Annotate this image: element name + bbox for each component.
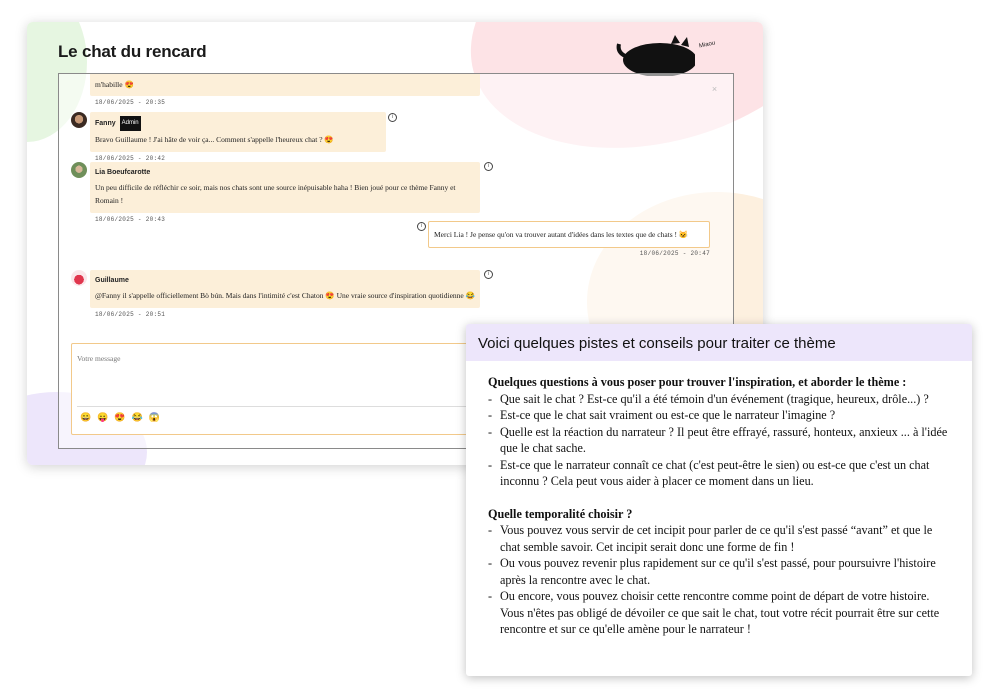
list-item: - Ou encore, vous pouvez choisir cette rencontre comme point de départ de votre histoire. Vous n'êtes pas obligé de dévoiler ce que sait le chat, tout votre récit pourrait être sur cette rencontre et sur ce qu'elle amène pour le narrateur ! xyxy=(488,588,950,638)
message-text: m'habille 😍 xyxy=(95,80,134,89)
admin-badge: Admin xyxy=(120,116,141,131)
message-author: Lia Boeufcarotte xyxy=(95,169,151,176)
message-text: Un peu difficile de réfléchir ce soir, mais nos chats sont une source inépuisable haha ! Bien joué pour ce thème Fanny et Romain ! xyxy=(95,183,456,205)
close-icon[interactable]: × xyxy=(711,84,718,94)
message-item xyxy=(428,221,710,257)
tips-body xyxy=(466,361,972,638)
cat-logo-icon xyxy=(615,34,695,76)
message-bubble xyxy=(90,112,386,152)
message-item xyxy=(90,162,480,223)
message-input-placeholder[interactable]: Votre message xyxy=(77,354,121,363)
tips-panel xyxy=(466,324,972,676)
page-title: Le chat du rencard xyxy=(58,42,207,61)
message-bubble xyxy=(90,270,480,308)
message-timestamp: 18/06/2025 - 20:35 xyxy=(95,99,166,106)
list-item: - Quelle est la réaction du narrateur ? Il peut être effrayé, rassuré, honteux, anxieux ... à l'idée que le chat sache. xyxy=(488,424,950,457)
message-author: Guillaume xyxy=(95,277,129,284)
message-bubble xyxy=(90,73,480,96)
message-text: Bravo Guillaume ! J'ai hâte de voir ça... Comment s'appelle l'heureux chat ? 😍 xyxy=(95,135,334,144)
list-item: - Que sait le chat ? Est-ce qu'il a été témoin d'un événement (tragique, heureux, drôle...) ? xyxy=(488,391,950,408)
list-item: - Vous pouvez vous servir de cet incipit pour parler de ce qu'il s'est passé “avant” et que le chat semble savoir. Cet incipit serait donc une forme de fin ! xyxy=(488,522,950,555)
tips-section2-title: Quelle temporalité choisir ? xyxy=(488,506,633,521)
logo-miaou-text: Miaou xyxy=(698,40,716,50)
tips-section2-list xyxy=(488,522,950,638)
message-timestamp: 18/06/2025 - 20:47 xyxy=(639,250,710,257)
message-bubble xyxy=(428,221,710,248)
message-timestamp: 18/06/2025 - 20:42 xyxy=(95,155,166,162)
message-author: Fanny xyxy=(95,120,116,128)
message-timestamp: 18/06/2025 - 20:51 xyxy=(95,311,166,318)
message-item xyxy=(90,112,386,162)
info-icon[interactable]: i xyxy=(388,113,397,122)
avatar-lia xyxy=(71,162,87,178)
avatar-fanny xyxy=(71,112,87,128)
tips-section1-title: Quelques questions à vous poser pour trouver l'inspiration, et aborder le thème : xyxy=(488,375,907,389)
info-icon[interactable]: i xyxy=(417,222,426,231)
info-icon[interactable]: i xyxy=(484,270,493,279)
message-text: Merci Lia ! Je pense qu'on va trouver autant d'idées dans les textes que de chats ! 😺 xyxy=(434,230,689,239)
tips-section1-list xyxy=(488,391,950,490)
message-item xyxy=(90,270,480,318)
message-item xyxy=(90,73,480,106)
list-item: - Est-ce que le chat sait vraiment ou est-ce que le narrateur l'imagine ? xyxy=(488,407,950,424)
avatar-guillaume xyxy=(71,270,87,286)
message-text: @Fanny il s'appelle officiellement Bò bún. Mais dans l'intimité c'est Chaton 😍 Une vraie source d'inspiration quotidienne 😂 xyxy=(95,291,475,300)
tips-title: Voici quelques pistes et conseils pour traiter ce thème xyxy=(466,324,972,361)
emoji-picker[interactable]: 😀😛😍😂😱 xyxy=(80,412,167,422)
info-icon[interactable]: i xyxy=(484,162,493,171)
list-item: - Est-ce que le narrateur connaît ce chat (c'est peut-être le sien) ou est-ce que c'est un chat inconnu ? Cela peut vous aider à placer ce moment dans un lieu. xyxy=(488,457,950,490)
message-timestamp: 18/06/2025 - 20:43 xyxy=(95,216,166,223)
list-item: - Ou vous pouvez revenir plus rapidement sur ce qu'il s'est passé, pour poursuivre l'histoire après la rencontre avec le chat. xyxy=(488,555,950,588)
message-bubble xyxy=(90,162,480,213)
